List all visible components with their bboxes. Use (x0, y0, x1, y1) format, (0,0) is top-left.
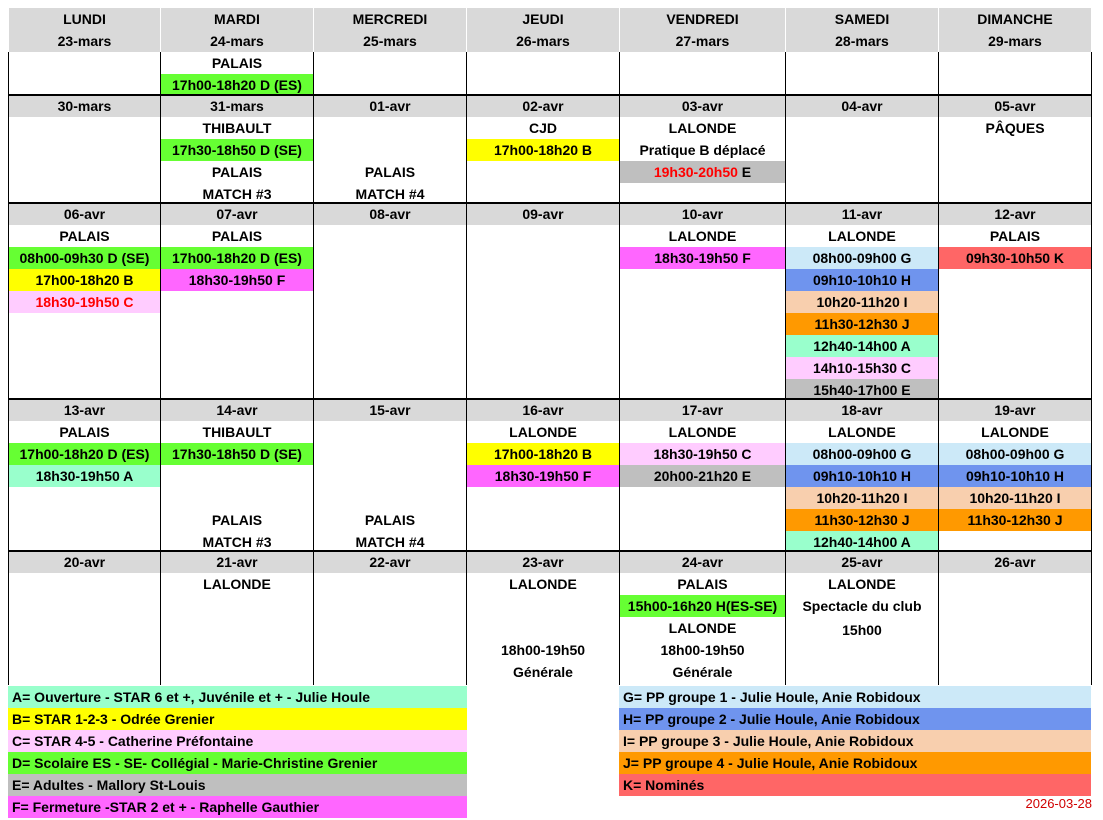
location-label: LALONDE (668, 228, 737, 244)
location-label: LALONDE (203, 576, 271, 592)
location-label: LALONDE (509, 424, 577, 440)
session-slot: 10h20-11h20 I (786, 291, 938, 313)
session-slot: 15h40-17h00 E (786, 379, 938, 401)
session-slot: 11h30-12h30 J (786, 509, 938, 531)
session-slot: 08h00-09h00 G (786, 247, 938, 269)
session-slot: 17h00-18h20 D (ES) (161, 247, 313, 269)
session-slot (620, 161, 785, 183)
session-slot: 09h30-10h50 K (939, 247, 1091, 269)
legend-item-g: G= PP groupe 1 - Julie Houle, Anie Robidoux (619, 686, 1091, 708)
location-label: LALONDE (981, 424, 1049, 440)
location-label: LALONDE (828, 424, 896, 440)
location-label: PALAIS (211, 512, 263, 528)
session-slot: 08h00-09h00 G (786, 443, 938, 465)
session-slot: 17h00-18h20 B (9, 269, 160, 291)
time-label: 18h00-19h50 (500, 642, 586, 658)
match-label: MATCH #3 (202, 534, 272, 550)
date-header: 23-mars (9, 30, 160, 52)
session-slot: 08h00-09h30 D (SE) (9, 247, 160, 269)
session-slot: 17h00-18h20 D (ES) (161, 74, 313, 96)
date-header: 28-mars (786, 30, 938, 52)
note-label: Spectacle du club (802, 598, 922, 614)
date-header: 24-avr (620, 551, 785, 573)
date-header: 26-mars (467, 30, 619, 52)
day-divider (785, 52, 786, 685)
session-slot: 18h30-19h50 F (467, 465, 619, 487)
session-slot: 17h30-18h50 D (SE) (161, 139, 313, 161)
week-divider (8, 550, 1092, 552)
date-header: 16-avr (467, 399, 619, 421)
legend-item-h: H= PP groupe 2 - Julie Houle, Anie Robidoux (619, 708, 1091, 730)
date-header: 15-avr (314, 399, 466, 421)
session-slot: 15h00-16h20 H(ES-SE) (620, 595, 785, 617)
date-header: 08-avr (314, 203, 466, 225)
location-label: CJD (528, 120, 557, 136)
location-label: PALAIS (211, 55, 263, 71)
session-slot: 11h30-12h30 J (786, 313, 938, 335)
time-label: 15h00 (842, 622, 882, 638)
day-divider (466, 52, 467, 685)
session-slot: 17h30-18h50 D (SE) (161, 443, 313, 465)
location-label: LALONDE (509, 576, 577, 592)
date-header: 23-avr (467, 551, 619, 573)
session-slot: 18h30-19h50 C (9, 291, 160, 313)
legend-item-d: D= Scolaire ES - SE- Collégial - Marie-Christine Grenier (8, 752, 467, 774)
session-slot: 08h00-09h00 G (939, 443, 1091, 465)
location-label: PALAIS (364, 164, 416, 180)
date-header: 31-mars (161, 95, 313, 117)
location-label: LALONDE (828, 576, 896, 592)
location-label: THIBAULT (202, 424, 272, 440)
session-slot: 12h40-14h00 A (786, 335, 938, 357)
date-header: 12-avr (939, 203, 1091, 225)
day-name-header: JEUDI (467, 8, 619, 30)
print-date: 2026-03-28 (1025, 796, 1092, 811)
date-header: 24-mars (161, 30, 313, 52)
legend-item-c: C= STAR 4-5 - Catherine Préfontaine (8, 730, 467, 752)
session-slot: 09h10-10h10 H (786, 269, 938, 291)
session-slot: 09h10-10h10 H (939, 465, 1091, 487)
location-label: PALAIS (989, 228, 1041, 244)
day-divider (1091, 52, 1092, 685)
day-name-header: MERCREDI (314, 8, 466, 30)
day-name-header: SAMEDI (786, 8, 938, 30)
legend-item-k: K= Nominés (619, 774, 1091, 796)
date-header: 06-avr (9, 203, 160, 225)
session-slot: 14h10-15h30 C (786, 357, 938, 379)
location-label: PALAIS (364, 512, 416, 528)
session-slot: 11h30-12h30 J (939, 509, 1091, 531)
date-header: 26-avr (939, 551, 1091, 573)
session-slot: 09h10-10h10 H (786, 465, 938, 487)
date-header: 14-avr (161, 399, 313, 421)
session-slot: 18h30-19h50 F (161, 269, 313, 291)
slot-time: 19h30-20h50 (653, 164, 738, 180)
match-label: MATCH #3 (202, 186, 272, 202)
day-name-header: LUNDI (9, 8, 160, 30)
day-divider (8, 52, 9, 685)
holiday-label: PÂQUES (985, 120, 1045, 136)
slot-group: E (737, 164, 752, 180)
day-name-header: MARDI (161, 8, 313, 30)
note-label: Générale (513, 664, 573, 680)
session-slot: 17h00-18h20 D (ES) (9, 443, 160, 465)
week-divider (8, 202, 1092, 204)
session-slot: 17h00-18h20 B (467, 139, 619, 161)
date-header: 17-avr (620, 399, 785, 421)
note-label: Pratique B déplacé (639, 142, 766, 158)
match-label: MATCH #4 (355, 186, 425, 202)
legend-item-j: J= PP groupe 4 - Julie Houle, Anie Robidoux (619, 752, 1091, 774)
date-header: 13-avr (9, 399, 160, 421)
date-header: 03-avr (620, 95, 785, 117)
day-divider (938, 52, 939, 685)
session-slot: 20h00-21h20 E (620, 465, 785, 487)
location-label: THIBAULT (202, 120, 272, 136)
location-label: LALONDE (828, 228, 896, 244)
date-header: 05-avr (939, 95, 1091, 117)
match-label: MATCH #4 (355, 534, 425, 550)
date-header: 29-mars (939, 30, 1091, 52)
location-label: PALAIS (211, 228, 263, 244)
week-divider (8, 398, 1092, 400)
date-header: 25-mars (314, 30, 466, 52)
session-slot: 10h20-11h20 I (939, 487, 1091, 509)
day-name-header: DIMANCHE (939, 8, 1091, 30)
location-label: PALAIS (59, 228, 110, 244)
session-slot: 18h30-19h50 A (9, 465, 160, 487)
session-slot: 17h00-18h20 B (467, 443, 619, 465)
date-header: 30-mars (9, 95, 160, 117)
date-header: 20-avr (9, 551, 160, 573)
date-header: 21-avr (161, 551, 313, 573)
date-header: 19-avr (939, 399, 1091, 421)
date-header: 25-avr (786, 551, 938, 573)
date-header: 07-avr (161, 203, 313, 225)
location-label: PALAIS (211, 164, 263, 180)
week-divider (8, 94, 1092, 96)
legend-item-i: I= PP groupe 3 - Julie Houle, Anie Robidoux (619, 730, 1091, 752)
location-label: PALAIS (59, 424, 110, 440)
location-label: LALONDE (668, 424, 737, 440)
date-header: 18-avr (786, 399, 938, 421)
date-header: 09-avr (467, 203, 619, 225)
legend-item-f: F= Fermeture -STAR 2 et + - Raphelle Gauthier (8, 796, 467, 818)
session-slot: 18h30-19h50 F (620, 247, 785, 269)
date-header: 27-mars (620, 30, 785, 52)
time-label: 18h00-19h50 (660, 642, 745, 658)
date-header: 22-avr (314, 551, 466, 573)
legend-item-e: E= Adultes - Mallory St-Louis (8, 774, 467, 796)
note-label: Générale (672, 664, 733, 680)
date-header: 01-avr (314, 95, 466, 117)
location-label: LALONDE (668, 120, 737, 136)
day-name-header: VENDREDI (620, 8, 785, 30)
location-label: LALONDE (668, 620, 737, 636)
date-header: 04-avr (786, 95, 938, 117)
session-slot: 10h20-11h20 I (786, 487, 938, 509)
legend-item-b: B= STAR 1-2-3 - Odrée Grenier (8, 708, 467, 730)
session-slot: 18h30-19h50 C (620, 443, 785, 465)
legend-item-a: A= Ouverture - STAR 6 et +, Juvénile et + - Julie Houle (8, 686, 467, 708)
day-divider (619, 52, 620, 685)
day-divider (160, 52, 161, 685)
date-header: 02-avr (467, 95, 619, 117)
session-slot: 12h40-14h00 A (786, 531, 938, 553)
day-divider (313, 52, 314, 685)
date-header: 10-avr (620, 203, 785, 225)
date-header: 11-avr (786, 203, 938, 225)
location-label: PALAIS (677, 576, 728, 592)
